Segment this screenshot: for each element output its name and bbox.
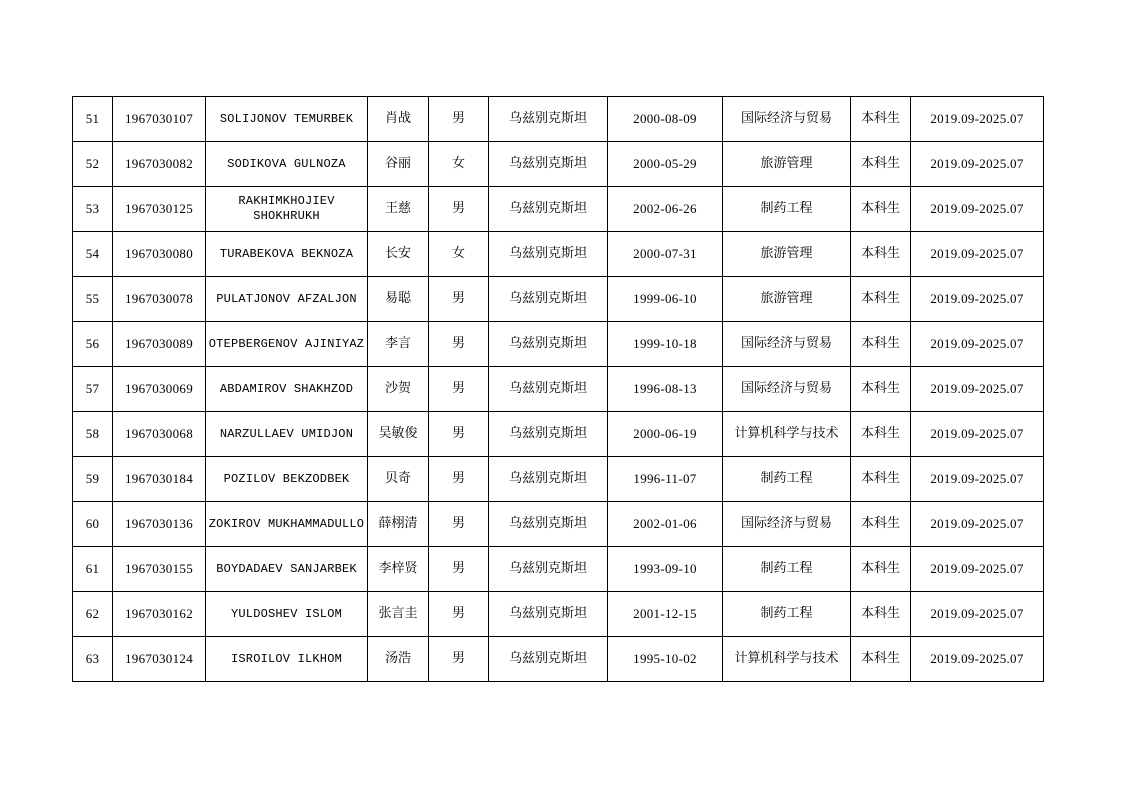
major-cell: 制药工程 [723,187,851,232]
country-cell: 乌兹别克斯坦 [489,502,608,547]
chinese-name-cell: 汤浩 [368,637,429,682]
chinese-name-cell: 贝奇 [368,457,429,502]
level-cell: 本科生 [851,367,911,412]
row-number-cell: 61 [73,547,113,592]
student-name-cell: TURABEKOVA BEKNOZA [206,232,368,277]
major-cell: 国际经济与贸易 [723,322,851,367]
table-row [73,637,1044,682]
study-period-cell: 2019.09-2025.07 [911,367,1044,412]
level-cell: 本科生 [851,592,911,637]
gender-cell: 男 [429,277,489,322]
level-cell: 本科生 [851,547,911,592]
major-cell: 旅游管理 [723,277,851,322]
table-row [73,367,1044,412]
row-number-cell: 54 [73,232,113,277]
chinese-name-cell: 沙贺 [368,367,429,412]
study-period-cell: 2019.09-2025.07 [911,547,1044,592]
row-number-cell: 55 [73,277,113,322]
country-cell: 乌兹别克斯坦 [489,187,608,232]
country-cell: 乌兹别克斯坦 [489,232,608,277]
student-id-cell: 1967030125 [113,187,206,232]
row-number-cell: 58 [73,412,113,457]
chinese-name-cell: 李言 [368,322,429,367]
country-cell: 乌兹别克斯坦 [489,412,608,457]
study-period-cell: 2019.09-2025.07 [911,592,1044,637]
student-roster-table [72,96,1044,682]
student-name-cell: RAKHIMKHOJIEV SHOKHRUKH [206,187,368,232]
table-row [73,232,1044,277]
major-cell: 国际经济与贸易 [723,367,851,412]
table-row [73,187,1044,232]
gender-cell: 男 [429,97,489,142]
gender-cell: 男 [429,547,489,592]
student-name-cell: ZOKIROV MUKHAMMADULLO [206,502,368,547]
student-name-cell: ABDAMIROV SHAKHZOD [206,367,368,412]
major-cell: 制药工程 [723,457,851,502]
row-number-cell: 62 [73,592,113,637]
gender-cell: 女 [429,142,489,187]
table-row [73,142,1044,187]
study-period-cell: 2019.09-2025.07 [911,637,1044,682]
table-row [73,412,1044,457]
birth-date-cell: 2000-08-09 [608,97,723,142]
level-cell: 本科生 [851,232,911,277]
country-cell: 乌兹别克斯坦 [489,97,608,142]
chinese-name-cell: 王慈 [368,187,429,232]
study-period-cell: 2019.09-2025.07 [911,322,1044,367]
major-cell: 计算机科学与技术 [723,412,851,457]
level-cell: 本科生 [851,97,911,142]
student-id-cell: 1967030089 [113,322,206,367]
student-id-cell: 1967030078 [113,277,206,322]
gender-cell: 男 [429,367,489,412]
table-row [73,502,1044,547]
student-name-cell: YULDOSHEV ISLOM [206,592,368,637]
birth-date-cell: 1993-09-10 [608,547,723,592]
table-row [73,592,1044,637]
row-number-cell: 56 [73,322,113,367]
student-name-cell: NARZULLAEV UMIDJON [206,412,368,457]
birth-date-cell: 2000-05-29 [608,142,723,187]
level-cell: 本科生 [851,637,911,682]
study-period-cell: 2019.09-2025.07 [911,232,1044,277]
student-name-cell: PULATJONOV AFZALJON [206,277,368,322]
student-id-cell: 1967030080 [113,232,206,277]
student-id-cell: 1967030136 [113,502,206,547]
student-id-cell: 1967030107 [113,97,206,142]
student-name-cell: POZILOV BEKZODBEK [206,457,368,502]
country-cell: 乌兹别克斯坦 [489,322,608,367]
birth-date-cell: 1999-06-10 [608,277,723,322]
country-cell: 乌兹别克斯坦 [489,457,608,502]
student-id-cell: 1967030162 [113,592,206,637]
level-cell: 本科生 [851,142,911,187]
row-number-cell: 51 [73,97,113,142]
major-cell: 旅游管理 [723,142,851,187]
student-id-cell: 1967030155 [113,547,206,592]
gender-cell: 男 [429,637,489,682]
level-cell: 本科生 [851,187,911,232]
study-period-cell: 2019.09-2025.07 [911,277,1044,322]
study-period-cell: 2019.09-2025.07 [911,187,1044,232]
study-period-cell: 2019.09-2025.07 [911,502,1044,547]
student-id-cell: 1967030124 [113,637,206,682]
chinese-name-cell: 易聪 [368,277,429,322]
student-id-cell: 1967030068 [113,412,206,457]
country-cell: 乌兹别克斯坦 [489,592,608,637]
birth-date-cell: 1996-11-07 [608,457,723,502]
chinese-name-cell: 肖战 [368,97,429,142]
chinese-name-cell: 李梓贤 [368,547,429,592]
row-number-cell: 57 [73,367,113,412]
student-id-cell: 1967030069 [113,367,206,412]
roster-body [73,97,1044,682]
gender-cell: 男 [429,412,489,457]
row-number-cell: 60 [73,502,113,547]
birth-date-cell: 2002-06-26 [608,187,723,232]
student-id-cell: 1967030184 [113,457,206,502]
birth-date-cell: 2001-12-15 [608,592,723,637]
country-cell: 乌兹别克斯坦 [489,142,608,187]
table-row [73,277,1044,322]
major-cell: 国际经济与贸易 [723,502,851,547]
chinese-name-cell: 薛栩清 [368,502,429,547]
student-name-cell: SODIKOVA GULNOZA [206,142,368,187]
row-number-cell: 63 [73,637,113,682]
birth-date-cell: 2000-06-19 [608,412,723,457]
row-number-cell: 53 [73,187,113,232]
chinese-name-cell: 长安 [368,232,429,277]
major-cell: 旅游管理 [723,232,851,277]
gender-cell: 女 [429,232,489,277]
level-cell: 本科生 [851,412,911,457]
chinese-name-cell: 张言圭 [368,592,429,637]
major-cell: 制药工程 [723,547,851,592]
study-period-cell: 2019.09-2025.07 [911,97,1044,142]
table-row [73,97,1044,142]
country-cell: 乌兹别克斯坦 [489,637,608,682]
gender-cell: 男 [429,457,489,502]
country-cell: 乌兹别克斯坦 [489,367,608,412]
birth-date-cell: 1996-08-13 [608,367,723,412]
gender-cell: 男 [429,592,489,637]
birth-date-cell: 1999-10-18 [608,322,723,367]
chinese-name-cell: 吴敏俊 [368,412,429,457]
study-period-cell: 2019.09-2025.07 [911,412,1044,457]
major-cell: 国际经济与贸易 [723,97,851,142]
student-name-cell: BOYDADAEV SANJARBEK [206,547,368,592]
row-number-cell: 59 [73,457,113,502]
study-period-cell: 2019.09-2025.07 [911,142,1044,187]
country-cell: 乌兹别克斯坦 [489,277,608,322]
country-cell: 乌兹别克斯坦 [489,547,608,592]
row-number-cell: 52 [73,142,113,187]
gender-cell: 男 [429,187,489,232]
table-row [73,457,1044,502]
level-cell: 本科生 [851,277,911,322]
level-cell: 本科生 [851,322,911,367]
level-cell: 本科生 [851,457,911,502]
birth-date-cell: 1995-10-02 [608,637,723,682]
birth-date-cell: 2000-07-31 [608,232,723,277]
study-period-cell: 2019.09-2025.07 [911,457,1044,502]
student-name-cell: OTEPBERGENOV AJINIYAZ [206,322,368,367]
student-name-cell: ISROILOV ILKHOM [206,637,368,682]
gender-cell: 男 [429,322,489,367]
student-id-cell: 1967030082 [113,142,206,187]
table-row [73,547,1044,592]
major-cell: 计算机科学与技术 [723,637,851,682]
chinese-name-cell: 谷丽 [368,142,429,187]
major-cell: 制药工程 [723,592,851,637]
level-cell: 本科生 [851,502,911,547]
table-row [73,322,1044,367]
birth-date-cell: 2002-01-06 [608,502,723,547]
student-name-cell: SOLIJONOV TEMURBEK [206,97,368,142]
gender-cell: 男 [429,502,489,547]
